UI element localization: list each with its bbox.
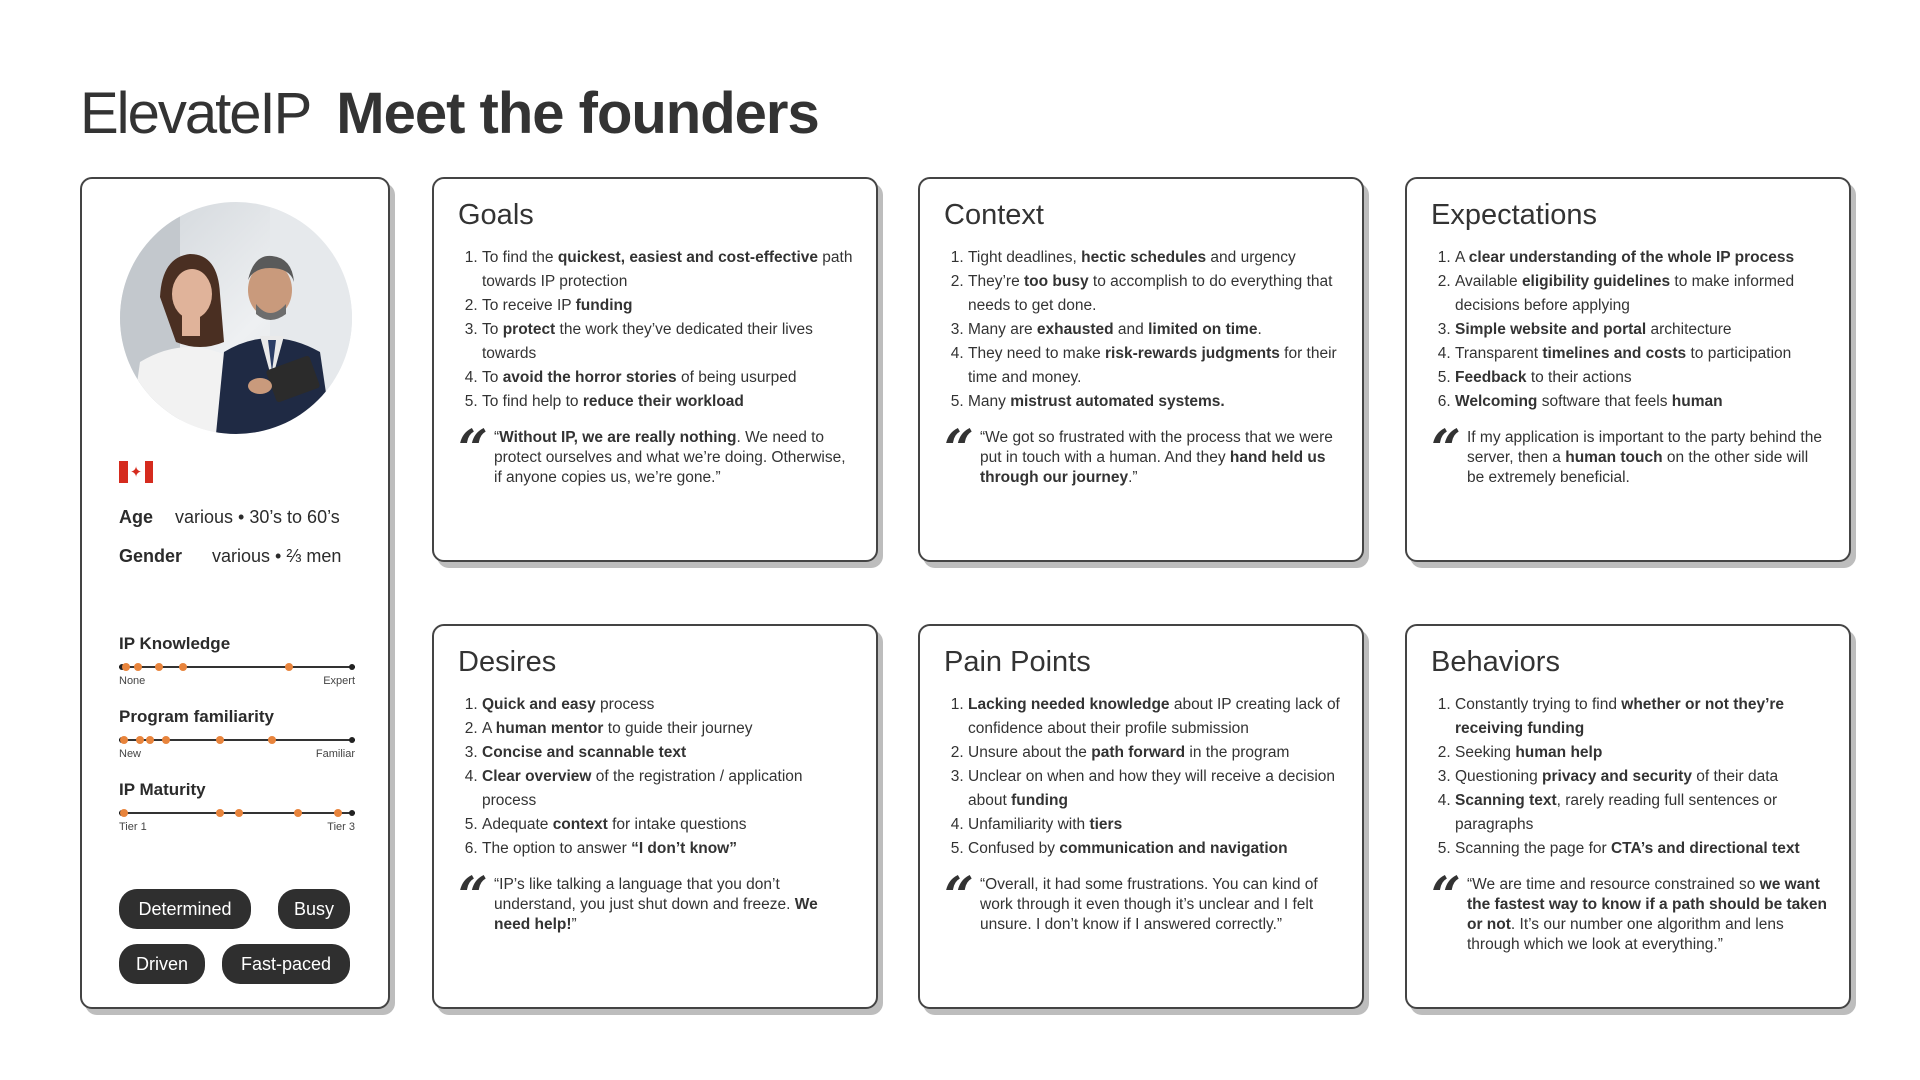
list-item: 1. A clear understanding of the whole IP process [1455,246,1827,270]
card-title: Behaviors [1431,646,1560,678]
quote-text: “We got so frustrated with the process that we were put in touch with a human. And they hand held us through our journey.” [980,429,1333,486]
list-item: 5. Confused by communication and navigation [968,837,1340,861]
list-item: 4. Clear overview of the registration / application process [482,765,854,813]
list-item: 2. A human mentor to guide their journey [482,717,854,741]
scale-min-label: Tier 1 [119,821,147,833]
card-quote [458,866,854,935]
context-card [918,177,1364,562]
quote-mark-icon: “ [1431,419,1461,480]
list-item: 5. Scanning the page for CTA’s and directional text [1455,837,1827,861]
list-item: 6. Welcoming software that feels human [1455,390,1827,414]
list-item: 2. They’re too busy to accomplish to do everything that needs to get done. [968,270,1340,318]
scale-label: IP Maturity [119,780,206,799]
list-item: 3. Concise and scannable text [482,741,854,765]
list-item: 4. To avoid the horror stories of being usurped [482,366,854,390]
scale-dot [216,809,224,817]
scale-min-label: New [119,748,142,760]
list-item: 1. Tight deadlines, hectic schedules and urgency [968,246,1340,270]
card-quote [458,419,854,488]
scale-dot [120,736,128,744]
card-quote [1431,866,1828,955]
scale-track [119,806,355,820]
scale-min-label: None [119,675,146,687]
quote-text: “Without IP, we are really nothing. We need to protect ourselves and what we’re doing. Otherwise, if anyone copies us, we’re gone.” [494,429,846,486]
card-title: Expectations [1431,199,1598,231]
program-familiarity-scale [119,707,355,760]
quote-text: If my application is important to the party behind the server, then a human touch on the other side will be extremely beneficial. [1467,429,1822,486]
list-item: 4. They need to make risk-rewards judgments for their time and money. [968,342,1340,390]
quote-text: “We are time and resource constrained so we want the fastest way to know if a path should be taken or not. It’s our number one algorithm and lens through which we look at everything.” [1467,876,1828,953]
scale-label: Program familiarity [119,707,274,726]
scale-dot [334,809,342,817]
scale-dot [268,736,276,744]
founders-photo [120,202,352,434]
scale-dot [120,809,128,817]
list-item: 3. To protect the work they’ve dedicated their lives towards [482,318,854,366]
list-item: 3. Unclear on when and how they will receive a decision about funding [968,765,1340,813]
gender-label: Gender [119,546,183,566]
brand-logo: ElevateIP [80,81,311,146]
card-quote [944,419,1340,488]
quote-text: “IP’s like talking a language that you don’t understand, you just shut down and freeze. We need help!” [494,876,818,933]
profile-card [80,177,390,1009]
card-title: Desires [458,646,557,678]
list-item: 4. Scanning text, rarely reading full sentences or paragraphs [1455,789,1827,837]
list-item: 2. To receive IP funding [482,294,854,318]
tag-driven: Driven [119,944,205,984]
list-item: 4. Transparent timelines and costs to participation [1455,342,1827,366]
scale-max-label: Familiar [315,748,355,760]
card-list [1431,693,1827,861]
tag-fast-paced: Fast-paced [222,944,350,984]
pain-points-card [918,624,1364,1009]
list-item: 5. To find help to reduce their workload [482,390,854,414]
scale-max-label: Expert [323,675,355,687]
quote-mark-icon: “ [944,419,974,480]
quote-mark-icon: “ [1431,866,1461,927]
list-item: 5. Feedback to their actions [1455,366,1827,390]
list-item: 3. Questioning privacy and security of their data [1455,765,1827,789]
age-row [119,507,340,528]
behaviors-card [1405,624,1851,1009]
expectations-card [1405,177,1851,562]
scale-dot [146,736,154,744]
card-title: Pain Points [944,646,1091,678]
list-item: 5. Many mistrust automated systems. [968,390,1340,414]
quote-mark-icon: “ [458,866,488,927]
card-list [944,693,1340,861]
list-item: 4. Unfamiliarity with tiers [968,813,1340,837]
quote-mark-icon: “ [944,866,974,927]
list-item: 2. Available eligibility guidelines to make informed decisions before applying [1455,270,1827,318]
list-item: 3. Many are exhausted and limited on time. [968,318,1340,342]
canada-flag-icon: ✦ [119,461,153,483]
list-item: 2. Unsure about the path forward in the program [968,741,1340,765]
scale-label: IP Knowledge [119,634,231,653]
scale-dot [136,736,144,744]
page-title: Meet the founders [336,81,819,146]
card-quote [944,866,1340,935]
list-item: 1. Lacking needed knowledge about IP creating lack of confidence about their profile submission [968,693,1340,741]
scale-dot [285,663,293,671]
quote-mark-icon: “ [458,419,488,480]
card-list [458,693,854,861]
list-item: 1. To find the quickest, easiest and cost-effective path towards IP protection [482,246,854,294]
scale-dot [122,663,130,671]
card-title: Context [944,199,1044,231]
goals-card [432,177,878,562]
list-item: 1. Constantly trying to find whether or not they’re receiving funding [1455,693,1827,741]
tag-determined: Determined [119,889,251,929]
gender-value: various • ⅔ men [212,546,342,566]
scale-track [119,660,355,674]
gender-row [119,546,341,567]
scale-dot [179,663,187,671]
card-list [1431,246,1827,414]
scale-max-label: Tier 3 [327,821,355,833]
card-title: Goals [458,199,534,231]
scale-dot [155,663,163,671]
scale-track [119,733,355,747]
card-list [944,246,1340,414]
age-value: various • 30’s to 60’s [175,507,340,527]
quote-text: “Overall, it had some frustrations. You can kind of work through it even though it’s unclear and I felt unsure. I don’t know if I answered correctly.” [980,876,1318,933]
card-list [458,246,854,414]
card-quote [1431,419,1827,488]
scale-dot [162,736,170,744]
tag-busy: Busy [278,889,350,929]
list-item: 2. Seeking human help [1455,741,1827,765]
scale-dot [216,736,224,744]
ip-maturity-scale [119,780,355,833]
list-item: 6. The option to answer “I don’t know” [482,837,854,861]
scale-dot [235,809,243,817]
scale-dot [294,809,302,817]
age-label: Age [119,507,154,527]
page-header [80,80,819,147]
list-item: 1. Quick and easy process [482,693,854,717]
scale-dot [134,663,142,671]
list-item: 3. Simple website and portal architecture [1455,318,1827,342]
list-item: 5. Adequate context for intake questions [482,813,854,837]
desires-card [432,624,878,1009]
ip-knowledge-scale [119,634,355,687]
